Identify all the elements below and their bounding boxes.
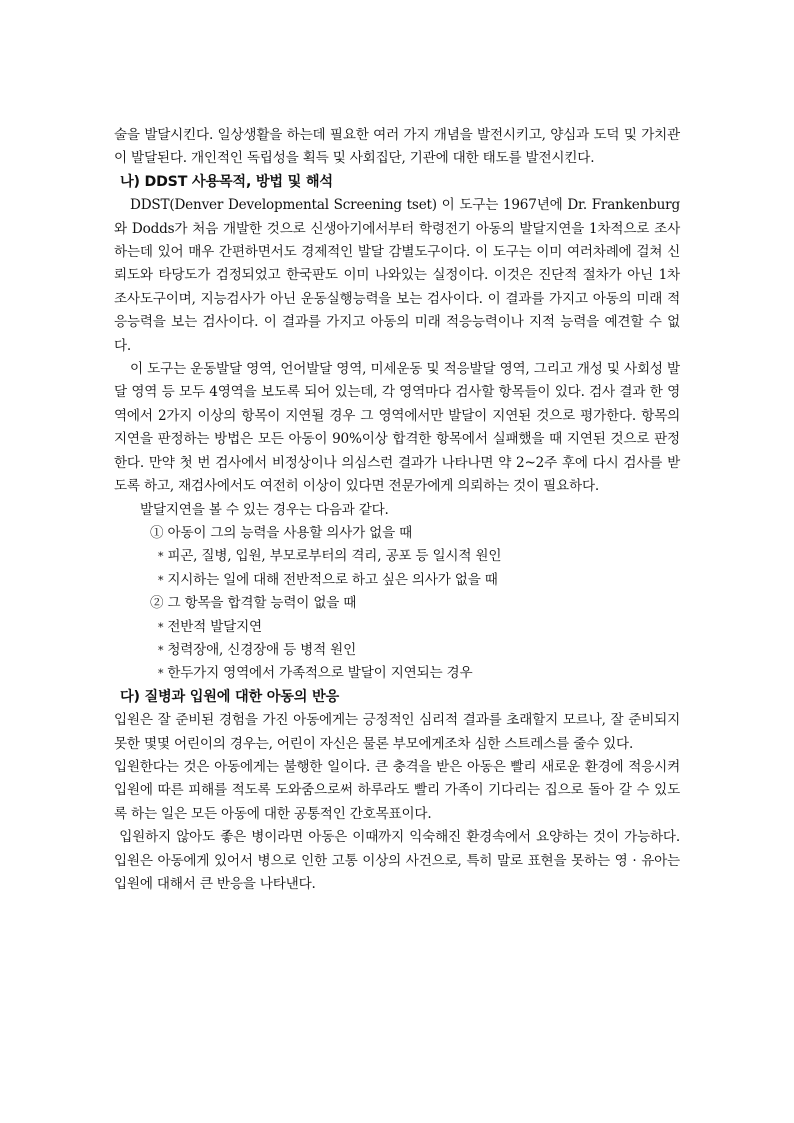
ddst-paragraph-1: DDST(Denver Developmental Screening tset) 이 도구는 1967년에 Dr. Frankenburg와 Dodds가 처음 개발한 것으로 신생아기에서부터 학령전기 아동의 발달지연을 1차적으로 조사하는데 있어 매우 간편하면서도 경제적인 발달 감별도구이다. 이 도구는 이미 여러차례에 걸쳐 신뢰도와 타당도가 검정되었고 한국판도 이미 나와있는 실정이다. 이것은 진단적 절차가 아닌 1차 조사도구이며, 지능검사가 아닌 운동실행능력을 보는 검사이다. 이 결과를 가지고 아동의 미래 적응능력을 보는 검사이다. 이 결과를 가지고 아동의 미래 적응능력이나 지적 능력을 예견할 수 없다. bbox=[114, 197, 680, 354]
bullet-icon: * bbox=[158, 667, 164, 681]
delay-cases-lead: 발달지연을 볼 수 있는 경우는 다음과 같다. bbox=[140, 501, 389, 518]
intro-paragraph: 술을 발달시킨다. 일상생활을 하는데 필요한 여러 가지 개념을 발전시키고, 양심과 도덕 및 가치관이 발달된다. 개인적인 독립성을 획득 및 사회집단, 기관에 대한 태도를 발전시킨다. bbox=[114, 127, 680, 167]
hospital-paragraph-2: 입원한다는 것은 아동에게는 불행한 일이다. 큰 충격을 받은 아동은 빨리 새로운 환경에 적응시켜 입원에 따른 피해를 적도록 도와줌으로써 하루라도 빨리 가족이 기다리는 집으로 돌아 갈 수 있도록 하는 일은 모든 아동에 대한 공통적인 간호목표이다. bbox=[114, 758, 680, 822]
bullet-icon: * bbox=[158, 643, 164, 657]
case-2-item bbox=[114, 639, 680, 662]
section-heading-ddst: 나) DDST 사용목적, 방법 및 해석 bbox=[120, 173, 333, 190]
case-2-title: ② 그 항목을 합격할 능력이 없을 때 bbox=[150, 595, 357, 612]
case-1-title: ① 아동이 그의 능력을 사용할 의사가 없을 때 bbox=[150, 524, 413, 541]
section-heading-hospitalization: 다) 질병과 입원에 대한 아동의 반응 bbox=[120, 688, 340, 705]
case-1-item-text: 지시하는 일에 대해 전반적으로 하고 싶은 의사가 없을 때 bbox=[167, 571, 498, 588]
case-2-item-text: 한두가지 영역에서 가족적으로 발달이 지연되는 경우 bbox=[167, 665, 473, 682]
case-2-item bbox=[114, 662, 680, 685]
bullet-icon: * bbox=[158, 620, 164, 634]
bullet-icon: * bbox=[158, 573, 164, 587]
ddst-paragraph-2: 이 도구는 운동발달 영역, 언어발달 영역, 미세운동 및 적응발달 영역, 그리고 개성 및 사회성 발달 영역 등 모두 4영역을 보도록 되어 있는데, 각 영역마다 검사할 항목들이 있다. 검사 결과 한 영역에서 2가지 이상의 항목이 지연될 경우 그 영역에서만 발달이 지연된 것으로 평가한다. 항목의 지연을 판정하는 방법은 모든 아동이 90%이상 합격한 항목에서 실패했을 때 지연된 것으로 판정한다. 만약 첫 번 검사에서 비정상이나 의심스런 결과가 나타나면 약 2~2주 후에 다시 검사를 받도록 하고, 재검사에서도 여전히 이상이 있다면 전문가에게 의뢰하는 것이 필요하다. bbox=[114, 361, 680, 495]
case-2-item-text: 전반적 발달지연 bbox=[167, 618, 262, 635]
case-2-item-text: 청력장애, 신경장애 등 병적 원인 bbox=[167, 641, 357, 658]
bullet-icon: * bbox=[158, 550, 164, 564]
case-1-item-text: 피곤, 질병, 입원, 부모로부터의 격리, 공포 등 일시적 원인 bbox=[167, 548, 502, 565]
hospital-paragraph-1: 입원은 잘 준비된 경험을 가진 아동에게는 긍정적인 심리적 결과를 초래할지 모르나, 잘 준비되지 못한 몇몇 어린이의 경우는, 어린이 자신은 물론 부모에게조차 심한 스트레스를 줄수 있다. bbox=[114, 712, 680, 752]
case-1-item bbox=[114, 569, 680, 592]
case-2-item bbox=[114, 616, 680, 639]
document-page bbox=[114, 124, 685, 896]
case-1-item bbox=[114, 545, 680, 568]
hospital-paragraph-3: 입원하지 않아도 좋은 병이라면 아동은 이때까지 익숙해진 환경속에서 요양하는 것이 가능하다. 입원은 아동에게 있어서 병으로 인한 고통 이상의 사건으로, 특히 말로 표현을 못하는 영 · 유아는 입원에 대해서 큰 반응을 나타낸다. bbox=[114, 829, 685, 892]
